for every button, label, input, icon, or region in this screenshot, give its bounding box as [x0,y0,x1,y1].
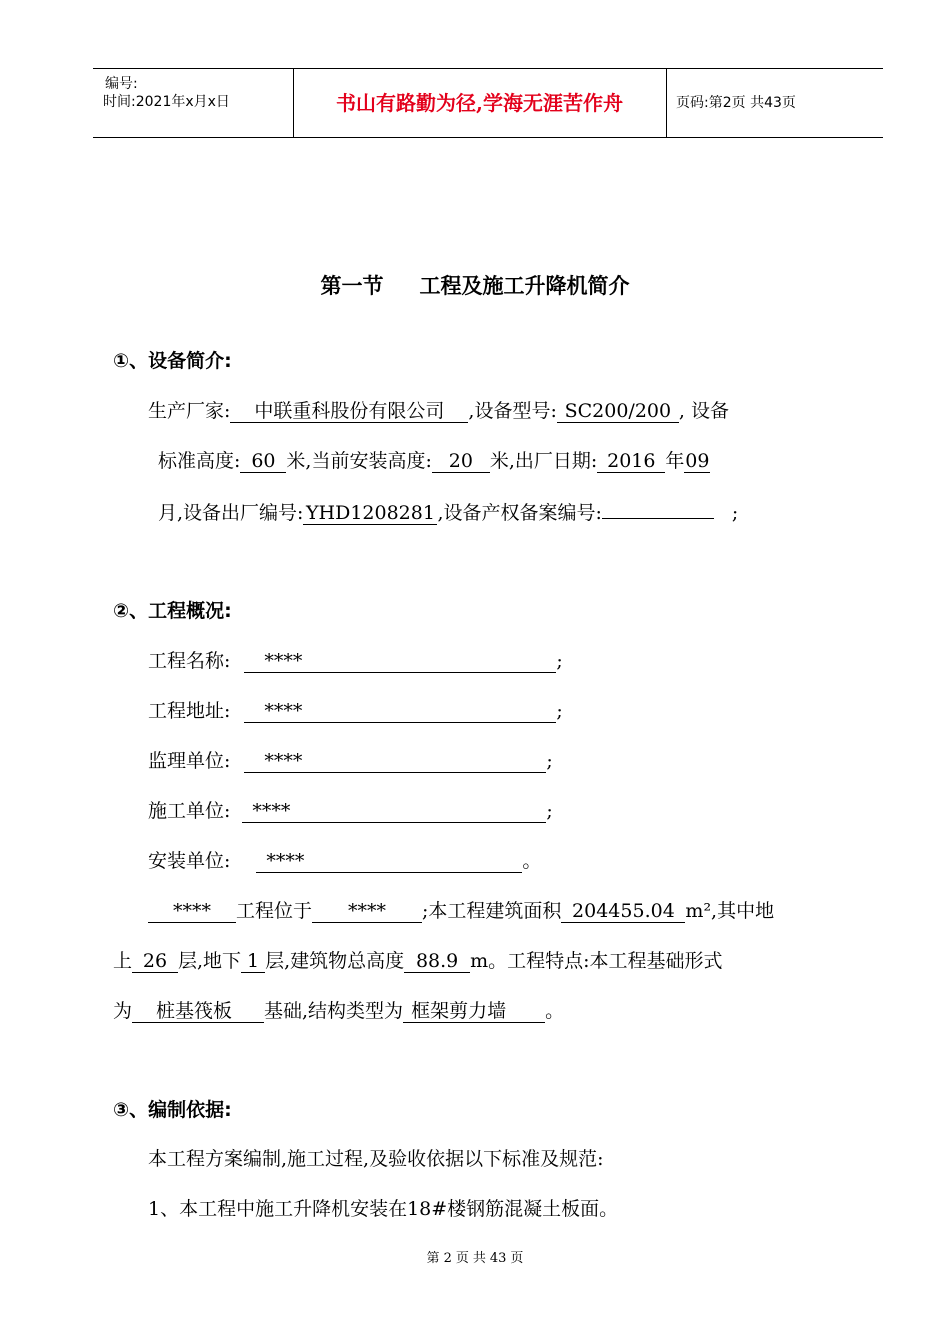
year-value: 2016 [597,450,665,473]
project-address-value: **** [244,700,556,723]
std-height-value: 60 [240,450,286,473]
serial-value: YHD1208281 [303,502,437,525]
project-name-row: 工程名称: **** ; [148,650,563,672]
model-value: SC200/200 [557,400,679,423]
installer-row: 安装单位: **** 。 [148,850,542,872]
sec2-para-line1: **** 工程位于 **** ;本工程建筑面积 204455.04 m²,其中地 [148,896,774,923]
project-address-row: 工程地址: **** ; [148,700,563,722]
area-value: 204455.04 [561,900,685,923]
sec1-line1: 生产厂家: 中联重科股份有限公司 ,设备型号: SC200/200 , 设备 [148,400,729,422]
section2-heading: ②、工程概况: [113,600,232,622]
month-value: 09 [685,450,710,472]
sec1-line3: 月,设备出厂编号: YHD1208281 ,设备产权备案编号: ; [158,496,738,525]
page-title [0,270,950,300]
header-page-label: 页码:第2页 共43页 [676,95,796,111]
sec2-para-line2: 上 26 层,地下 1 层,建筑物总高度 88.9 m。工程特点:本工程基础形式 [113,950,723,972]
record-value [602,496,714,519]
current-height-value: 20 [432,450,490,473]
number-label: 编号: [105,76,138,92]
page-footer: 第 2 页 共 43 页 [426,1251,524,1266]
title-section: 第一节 [320,274,384,298]
time-line: 时间:2021年x月x日 [103,94,230,110]
header-motto: 书山有路勤为径,学海无涯苦作舟 [293,69,667,137]
section1-heading: ①、设备简介: [113,350,232,372]
project-name-value: **** [244,650,556,673]
supervisor-value: **** [244,750,546,773]
supervisor-row: 监理单位: **** ; [148,750,553,772]
contractor-value: **** [242,800,546,823]
sec1-line2: 标准高度: 60 米,当前安装高度: 20 米,出厂日期: 2016 年09 [158,450,710,472]
manufacturer-value: 中联重科股份有限公司 [230,400,468,423]
section3-heading: ③、编制依据: [113,1099,232,1121]
title-name: 工程及施工升降机简介 [419,274,630,298]
contractor-row: 施工单位: **** ; [148,800,553,822]
sec3-item1: 1、本工程中施工升降机安装在18#楼钢筋混凝土板面。 [148,1198,619,1220]
header-info-cell [93,69,294,137]
installer-value: **** [256,850,522,873]
page-header [93,68,883,138]
sec3-intro: 本工程方案编制,施工过程,及验收依据以下标准及规范: [148,1148,604,1170]
sec2-para-line3: 为 桩基筏板 基础,结构类型为 框架剪力墙 。 [113,1000,565,1022]
